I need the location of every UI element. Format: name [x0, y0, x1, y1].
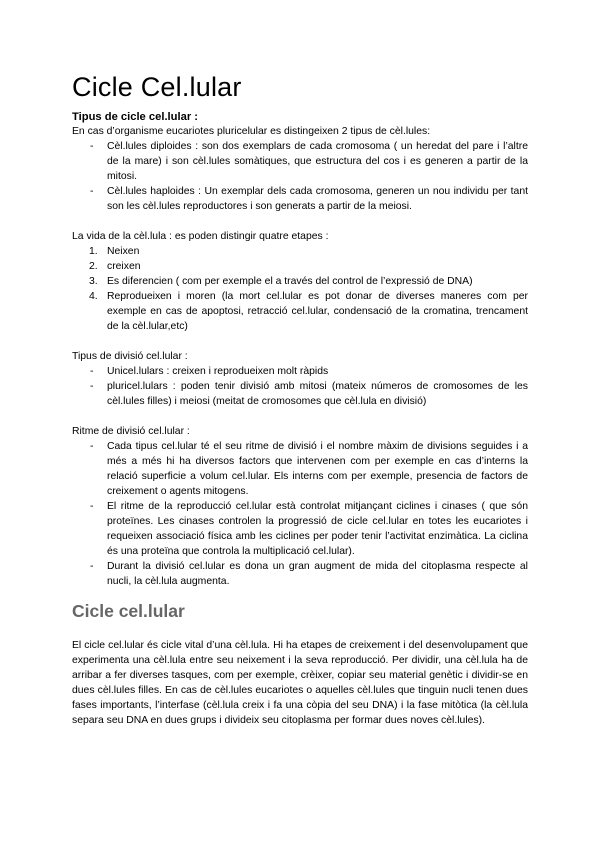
- paragraph-life-stages-intro: La vida de la cèl.lula : es poden distingir quatre etapes :: [72, 231, 329, 242]
- section-heading-cell-cycle: Cicle cel.lular: [72, 601, 185, 621]
- list-number: 2.: [89, 261, 98, 272]
- list-item: [72, 259, 528, 274]
- list-item-text: creixen: [107, 261, 141, 272]
- list-cell-types: [72, 139, 528, 214]
- section-heading-cycle-types: Tipus de cicle cel.lular :: [72, 111, 199, 123]
- list-division-types: [72, 364, 528, 409]
- list-item: - Cèl.lules haploides : Un exemplar dels cada cromosoma, generen un nou individu per tant son les cèl.lules reproductores i son generats a partir de la meiosi.: [72, 184, 528, 214]
- list-item-text: Es diferencien ( com per exemple el a través del control de l’expressió de DNA): [107, 276, 473, 287]
- list-number: 1.: [89, 246, 98, 257]
- list-item: - pluricel.lulars : poden tenir divisió amb mitosi (mateix números de cromosomes de les cèl.lules filles) i meiosi (meitat de cromosomes que cèl.lula en divisió): [72, 379, 528, 409]
- list-item: [72, 274, 528, 289]
- document-title: Cicle Cel.lular: [72, 72, 242, 102]
- list-life-stages: [72, 244, 528, 334]
- paragraph-cell-cycle: El cicle cel.lular és cicle vital d’una cèl.lula. Hi ha etapes de creixement i del desenvolupament que experimenta una cèl.lula entre seu neixement i la seva reproducció. Per dividir, una cèl.lula ha de arribar a fer diverses tasques, com per exemple, crèixer, copiar seu material genètic i dividir-se en dues cèl.lules filles. En cas de cèl.lules eucariotes o aquelles cèl.lules que tinguin nucli tenen dues fases importants, l’interfase (cèl.lula creix i fa una còpia del seu DNA) i la fase mitòtica (la cèl.lula separa seu DNA en dues grups i divideix seu citoplasma per formar dues noves cèl.lules).: [72, 640, 528, 726]
- paragraph-cell-types-intro: En cas d’organisme eucariotes pluricelular es distingeixen 2 tipus de cèl.lules:: [72, 126, 431, 137]
- list-item: - Unicel.lulars : creixen i reprodueixen molt ràpids: [72, 364, 528, 379]
- list-item-text: Reprodueixen i moren (la mort cel.lular es pot donar de diverses maneres com per exemple en cas de apoptosi, retracció cel.lular, condensació de la cromatina, trencament de la cèl.lular,etc): [107, 291, 528, 332]
- list-number: 3.: [89, 276, 98, 287]
- paragraph-division-rhythm-intro: Ritme de divisió cel.lular :: [72, 426, 190, 437]
- list-item: [72, 244, 528, 259]
- list-number: 4.: [89, 291, 98, 302]
- list-item: [72, 289, 528, 334]
- list-item: - Cèl.lules diploides : son dos exemplars de cada cromosoma ( un heredat del pare i l’altre de la mare) i son cèl.lules somàtiques, que estructura del cos i es generen a partir de la mitosi.: [72, 139, 528, 184]
- paragraph-division-types-intro: Tipus de divisió cel.lular :: [72, 351, 188, 362]
- list-item: - Durant la divisió cel.lular es dona un gran augment de mida del citoplasma respecte al nucli, la cèl.lula augmenta.: [72, 559, 528, 589]
- list-division-rhythm: [72, 439, 528, 589]
- list-item-text: Neixen: [107, 246, 140, 257]
- list-item: - El ritme de la reproducció cel.lular està controlat mitjançant ciclines i cinases ( que són proteïnes. Les cinases controlen la progressió de cicle cel.lular en totes les eucariotes i requeixen associació física amb les ciclines per poder tenir l’activitat enzimàtica. La ciclina és una proteïna que controla la multiplicació cel.lular).: [72, 499, 528, 559]
- document-content: [72, 70, 528, 728]
- list-item: - Cada tipus cel.lular té el seu ritme de divisió i el nombre màxim de divisions seguides i a més a més hi ha diversos factors que intervenen com per exemple en cas d’interns la relació superficie a volum cel.lular. Els interns com per exemple, presencia de factors de creixement o agents mitogens.: [72, 439, 528, 499]
